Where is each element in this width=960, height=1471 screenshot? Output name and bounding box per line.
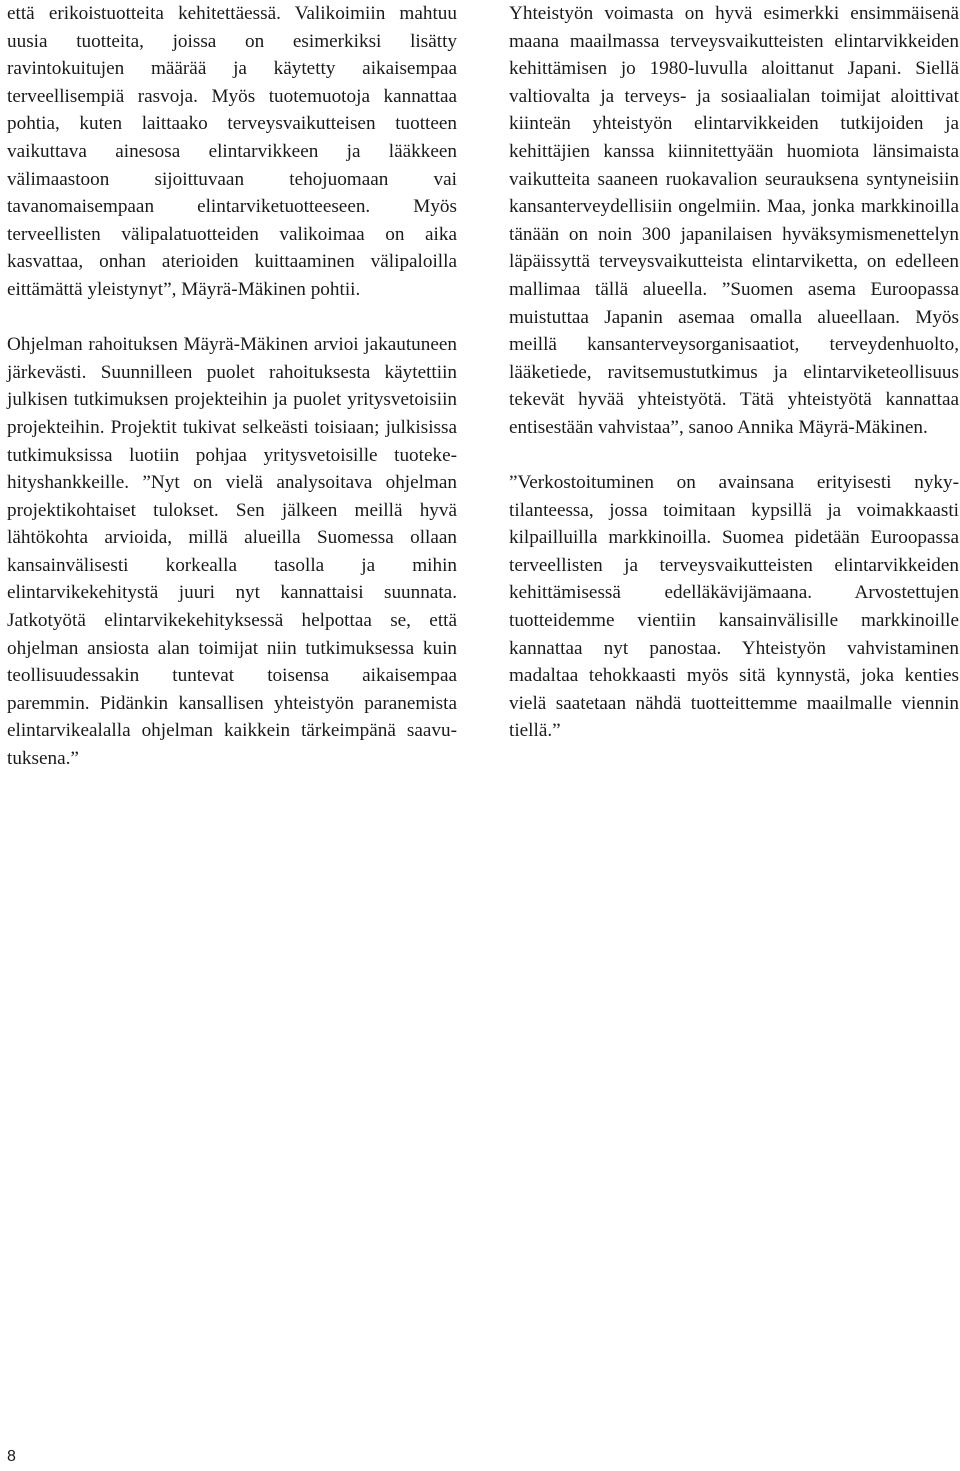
right-paragraph-2: ”Verkostoituminen on avainsana erityisesti nykytilanteessa, jossa toimitaan kypsillä ja voimakkaasti kilpailluilla markkinoilla. Suomea pidetään Euroopassa terveellisten ja terveysvaikutteisten elintarvikkeiden kehittämisessä edelläkävijämaana. Arvostettujen tuotteidemme vientiin kansainvälisille markkinoille kannattaa nyt panostaa. Yhteistyön vahvistaminen madaltaa tehokkaasti myös sitä kynnystä, joka kenties vielä saatetaan nähdä tuotteittemme maailmalle viennin tiellä.”	[509, 472, 959, 742]
right-column	[509, 0, 959, 745]
page-number: 8	[7, 1448, 16, 1465]
right-paragraph-1: Yhteistyön voimasta on hyvä esimerkki ensimmäisenä maana maailmassa terveysvaikutteisten elintarvikkeiden kehittämisen jo 1980-luvulla aloittanut Japani. Siellä valtiovalta ja terveys- ja sosiaalialan toimijat aloittivat kiinteän yhteistyön elintarvikkeiden tutkijoiden ja kehittäjien kanssa kiinnitettyään huomiota länsimaista vaikutteita saaneen ruokavalion seurauksena syntyneisiin kansanterveydellisiin ongelmiin. Maa, jonka markkinoilla tänään on noin 300 japanilaisen hyväksymismenettelyn läpäissyttä terveysvaikutteista elintarviketta, on edelleen mallimaa tällä alueella. ”Suomen asema Euroopassa muistuttaa Japanin asemaa omalla alueellaan. Myös meillä kansanterveysorganisaatiot, terveydenhuolto, lääketiede, ravitsemustutkimus ja elintarviketeollisuus tekevät hyvää yhteistyötä. Tätä yhteistyötä kannattaa entisestään vahvistaa”, sanoo Annika Mäyrä-Mäkinen.	[509, 3, 959, 438]
left-column	[7, 0, 457, 773]
left-paragraph-2: Ohjelman rahoituksen Mäyrä-Mäkinen arvioi jakautuneen järkevästi. Suunnilleen puolet rahoituksesta käytettiin julkisen tutkimuksen projekteihin ja puolet yritysvetoisiin projekteihin. Projektit tukivat selkeästi toisiaan; julkisissa tutkimuksissa luotiin pohjaa yritysvetoisille tuotekehityshankkeille. ”Nyt on vielä analysoitava ohjelman projektikohtaiset tulokset. Sen jälkeen meillä hyvä lähtökohta arvioida, millä alueilla Suomessa ollaan kansainvälisesti korkealla tasolla ja mihin elintarvikekehitystä juuri nyt kannattaisi suunnata. Jatkotyötä elintarvikekehityksessä helpottaa se, että ohjelman ansiosta alan toimijat niin tutkimuksessa kuin teollisuudessakin tuntevat toisensa aikaisempaa paremmin. Pidänkin kansallisen yhteistyön paranemista elintarvikealalla ohjelman kaikkein tärkeimpänä saavutuksena.”	[7, 334, 457, 770]
left-paragraph-1: että erikoistuotteita kehitettäessä. Valikoimiin mahtuu uusia tuotteita, joissa on esimerkiksi lisätty ravintokuitujen määrää ja käytetty aikaisempaa terveellisempiä rasvoja. Myös tuotemuotoja kannattaa pohtia, kuten laittaako terveysvaikutteisen tuotteen vaikuttava ainesosa elintarvikkeen ja lääkkeen välimaastoon sijoittuvaan tehojuomaan vai tavanomaisempaan elintarviketuotteeseen. Myös terveellisten välipalatuotteiden valikoimaa on aika kasvattaa, onhan aterioiden kuittaaminen välipaloilla eittämättä yleistynyt”, Mäyrä-Mäkinen pohtii.	[7, 3, 457, 300]
